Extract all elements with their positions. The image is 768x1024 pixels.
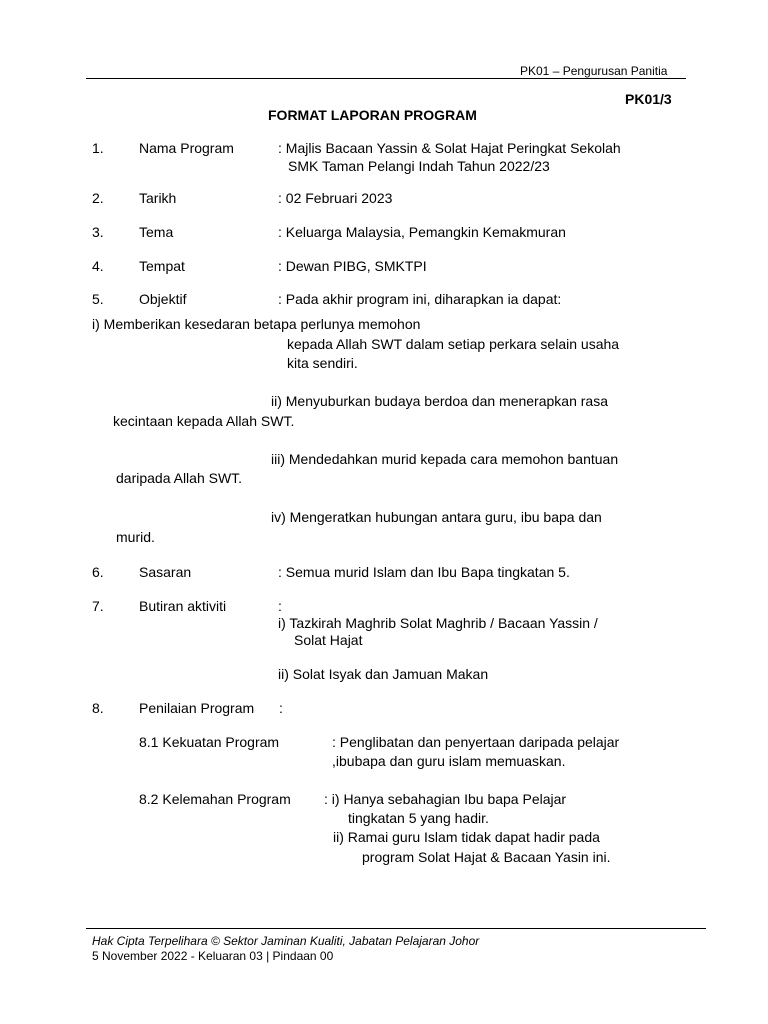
item-value-tempat: : Dewan PIBG, SMKTPI <box>278 258 427 274</box>
item-number: 1. <box>92 140 104 156</box>
item-label-objektif: Objektif <box>139 291 187 307</box>
strength-line2: ,ibubapa dan guru islam memuaskan. <box>332 753 566 769</box>
item-label-nama-program: Nama Program <box>139 140 234 156</box>
item-value-tarikh: : 02 Februari 2023 <box>278 190 393 206</box>
objective-4-line2: murid. <box>116 529 155 545</box>
item-number: 4. <box>92 258 104 274</box>
item-value-nama-program: : Majlis Bacaan Yassin & Solat Hajat Peringkat Sekolah <box>278 140 621 156</box>
weakness-line4: program Solat Hajat & Bacaan Yasin ini. <box>362 849 611 865</box>
header-module: PK01 – Pengurusan Panitia <box>520 64 668 78</box>
item-label-tempat: Tempat <box>139 258 185 274</box>
item-value-penilaian-program: : <box>279 700 283 716</box>
weakness-label: 8.2 Kelemahan Program <box>139 791 291 807</box>
weakness-line3: ii) Ramai guru Islam tidak dapat hadir pada <box>333 829 600 845</box>
activity-1-line1: i) Tazkirah Maghrib Solat Maghrib / Bacaan Yassin / <box>278 615 598 631</box>
item-label-butiran-aktiviti: Butiran aktiviti <box>139 598 227 614</box>
weakness-line1: : i) Hanya sebahagian Ibu bapa Pelajar <box>324 791 567 807</box>
item-number: 6. <box>92 564 104 580</box>
objective-3-line2: daripada Allah SWT. <box>116 470 243 486</box>
item-value-butiran-aktiviti: : <box>278 598 282 614</box>
item-value-tema: : Keluarga Malaysia, Pemangkin Kemakmuran <box>278 224 566 240</box>
item-value-sasaran: : Semua murid Islam dan Ibu Bapa tingkatan 5. <box>278 564 570 580</box>
item-number: 5. <box>92 291 104 307</box>
activity-1-line2: Solat Hajat <box>294 632 363 648</box>
objective-1-line2: kepada Allah SWT dalam setiap perkara selain usaha <box>287 336 620 352</box>
header-rule <box>86 78 686 79</box>
item-label-sasaran: Sasaran <box>139 564 192 580</box>
objective-2-line2: kecintaan kepada Allah SWT. <box>113 413 295 429</box>
objective-3-line1: iii) Mendedahkan murid kepada cara memohon bantuan <box>271 451 619 467</box>
item-label-penilaian-program: Penilaian Program <box>139 700 255 716</box>
objective-2-line1: ii) Menyuburkan budaya berdoa dan menerapkan rasa <box>271 393 608 409</box>
objective-4-line1: iv) Mengeratkan hubungan antara guru, ibu bapa dan <box>271 509 602 525</box>
footer-copyright: Hak Cipta Terpelihara © Sektor Jaminan Kualiti, Jabatan Pelajaran Johor <box>92 934 480 948</box>
strength-line1: : Penglibatan dan penyertaan daripada pelajar <box>332 734 620 750</box>
item-label-tema: Tema <box>139 224 174 240</box>
item-label-tarikh: Tarikh <box>139 190 177 206</box>
item-value-objektif: : Pada akhir program ini, diharapkan ia dapat: <box>278 291 562 307</box>
strength-label: 8.1 Kekuatan Program <box>139 734 280 750</box>
item-value-nama-program-cont: SMK Taman Pelangi Indah Tahun 2022/23 <box>288 158 550 174</box>
item-number: 2. <box>92 190 104 206</box>
footer-rule <box>86 928 706 929</box>
weakness-line2: tingkatan 5 yang hadir. <box>348 810 489 826</box>
objective-1-line1: i) Memberikan kesedaran betapa perlunya memohon <box>92 316 421 332</box>
document-title: FORMAT LAPORAN PROGRAM <box>268 107 477 123</box>
item-number: 8. <box>92 700 104 716</box>
form-code: PK01/3 <box>625 91 672 107</box>
item-number: 3. <box>92 224 104 240</box>
activity-2-line1: ii) Solat Isyak dan Jamuan Makan <box>278 666 489 682</box>
objective-1-line3: kita sendiri. <box>287 355 358 371</box>
footer-revision: 5 November 2022 - Keluaran 03 | Pindaan 00 <box>92 949 334 963</box>
item-number: 7. <box>92 598 104 614</box>
